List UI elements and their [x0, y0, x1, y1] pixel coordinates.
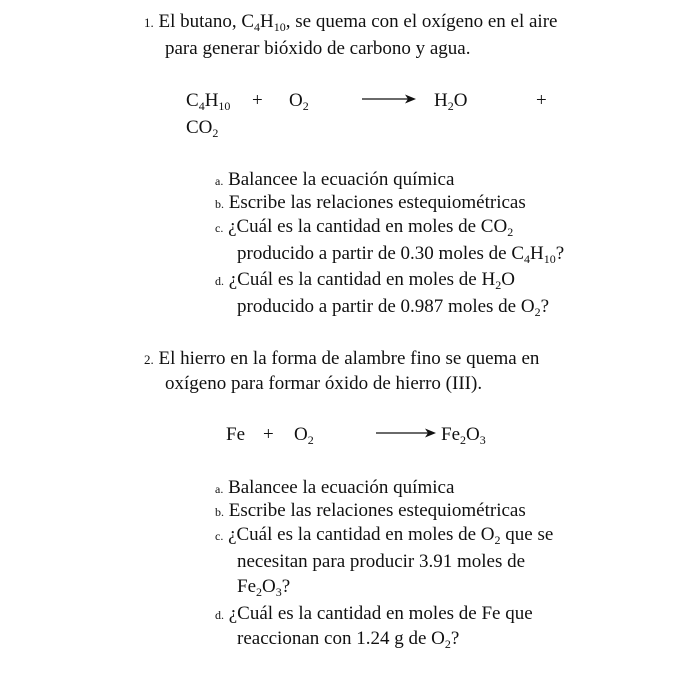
question-2c-line-3: $Fe_2O_3$? — [237, 576, 291, 599]
problem-1-intro-line-1: 1. El butano, $C_4H_{10}$, se quema con el oxígeno en el aire — [144, 11, 558, 34]
plus-sign: + — [252, 90, 263, 111]
question-2a: a. Balancee la ecuación química — [215, 477, 455, 498]
product-carbon-dioxide: $CO_2$ — [186, 117, 219, 140]
product-iron-oxide: $Fe_2O_3$ — [441, 424, 486, 447]
question-2b: b. Escribe las relaciones estequiométricas — [215, 500, 526, 521]
question-2c-line-1: c. ¿Cuál es la cantidad en moles de $O_2$ que se — [215, 524, 554, 547]
question-2c-line-2: necesitan para producir 3.91 moles de — [237, 551, 526, 572]
reactant-oxygen: $O_2$ — [289, 90, 309, 113]
reactant-oxygen: $O_2$ — [294, 424, 314, 447]
problem-2-number: 2. — [144, 352, 154, 367]
reaction-arrow-icon — [362, 93, 416, 105]
question-1c-line-2: producido a partir de 0.30 moles de $C_4H_{10}$? — [237, 243, 565, 266]
problem-2-intro-line-2: oxígeno para formar óxido de hierro (III). — [165, 373, 483, 394]
plus-sign: + — [536, 90, 547, 111]
question-1c-line-1: c. ¿Cuál es la cantidad en moles de $CO_2$ — [215, 216, 514, 239]
question-1b: b. Escribe las relaciones estequiométricas — [215, 192, 526, 213]
problem-2-intro-line-1: 2. El hierro en la forma de alambre fino se quema en — [144, 348, 540, 369]
reactant-iron: Fe — [226, 424, 245, 445]
plus-sign: + — [263, 424, 274, 445]
product-water: $H_2O$ — [434, 90, 468, 113]
question-2d-line-1: d. ¿Cuál es la cantidad en moles de Fe que — [215, 603, 533, 624]
reaction-arrow-icon — [376, 427, 436, 439]
question-1d-line-2: producido a partir de 0.987 moles de $O_2$? — [237, 296, 550, 319]
problem-1-intro-line-2: para generar bióxido de carbono y agua. — [165, 38, 471, 59]
question-1d-line-1: d. ¿Cuál es la cantidad en moles de $H_2O$ — [215, 269, 515, 292]
problem-1-number: 1. — [144, 15, 154, 30]
reactant-butane: $C_4H_{10}$ — [186, 90, 231, 113]
question-2d-line-2: reaccionan con 1.24 g de $O_2$? — [237, 628, 460, 651]
question-1a: a. Balancee la ecuación química — [215, 169, 455, 190]
